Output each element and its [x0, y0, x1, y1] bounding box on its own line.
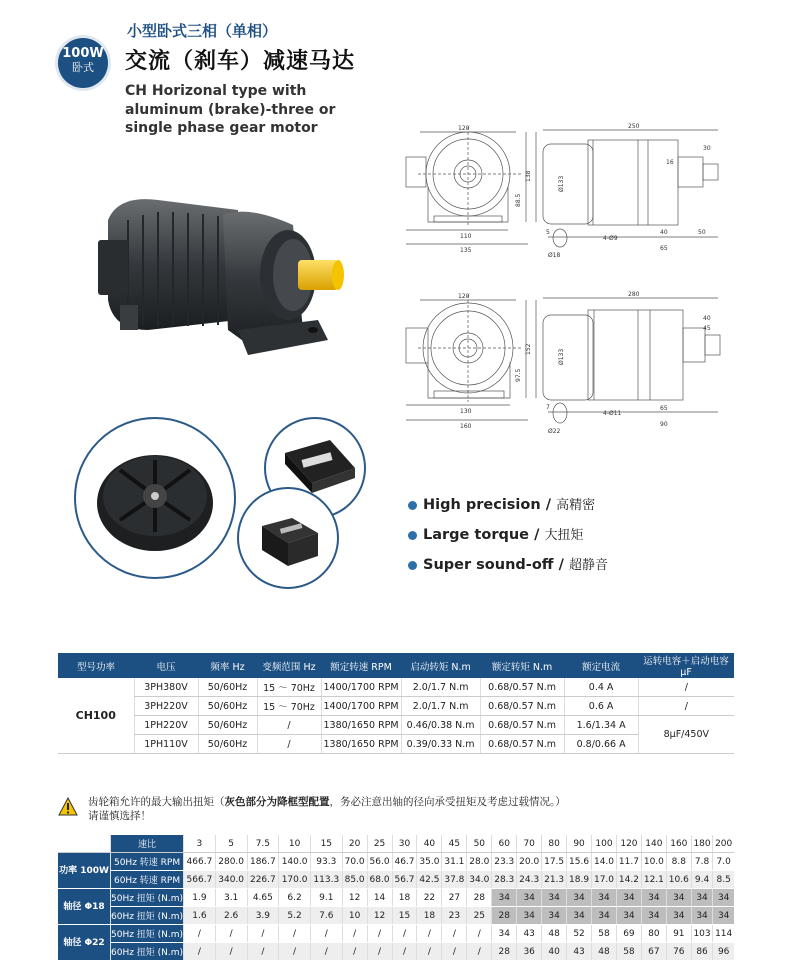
table-row: [58, 697, 734, 716]
value-cell: 48: [542, 925, 567, 943]
ratio-cell: 30: [392, 835, 417, 853]
cell: 0.68/0.57 N.m: [480, 678, 564, 697]
dim-label: 50: [698, 229, 706, 236]
value-cell: 58: [616, 943, 641, 961]
value-cell: 103: [691, 925, 713, 943]
dim-label: 90: [660, 421, 668, 428]
row-label: 60Hz 扭矩 (N.m): [111, 907, 184, 925]
value-cell: 17.0: [592, 871, 617, 889]
value-cell: /: [467, 925, 492, 943]
ratio-cell: 25: [367, 835, 392, 853]
value-cell: /: [367, 943, 392, 961]
value-cell: /: [310, 943, 342, 961]
ratio-cell: 80: [542, 835, 567, 853]
value-cell: 34: [691, 907, 713, 925]
ratio-cell: 7.5: [247, 835, 279, 853]
col-header: 变频范围 Hz: [257, 653, 321, 678]
value-cell: 93.3: [310, 853, 342, 871]
cell: /: [257, 716, 321, 735]
value-cell: 7.8: [691, 853, 713, 871]
value-cell: 56.7: [392, 871, 417, 889]
title-line1: 小型卧式三相（单相）: [127, 22, 278, 40]
value-cell: 34: [492, 889, 517, 907]
value-cell: 56.0: [367, 853, 392, 871]
ratio-cell: 3: [184, 835, 216, 853]
col-header: 电压: [134, 653, 198, 678]
feature-item: High precision / 高精密: [408, 494, 595, 513]
value-cell: 76: [666, 943, 691, 961]
badge-type: 卧式: [72, 61, 94, 74]
value-cell: 70.0: [342, 853, 367, 871]
note-bold: 灰色部分为降框型配置: [224, 796, 330, 808]
dim-label: Ø133: [558, 348, 565, 365]
value-cell: 34: [567, 889, 592, 907]
value-cell: 114: [713, 925, 734, 943]
value-cell: /: [442, 925, 467, 943]
cell: /: [638, 697, 734, 716]
value-cell: 91: [666, 925, 691, 943]
col-header: 启动转矩 N.m: [401, 653, 480, 678]
value-cell: 140.0: [279, 853, 311, 871]
cell: 0.39/0.33 N.m: [401, 735, 480, 754]
value-cell: 80: [641, 925, 666, 943]
ratio-cell: 180: [691, 835, 713, 853]
row-label: 60Hz 转速 RPM: [111, 871, 184, 889]
table-row: [58, 716, 734, 735]
dim-label: 120: [458, 125, 470, 132]
page-title: 交流（刹车）减速马达: [125, 49, 356, 74]
value-cell: 28: [492, 943, 517, 961]
model-cell: CH100: [58, 678, 134, 754]
value-cell: /: [215, 943, 247, 961]
value-cell: /: [417, 943, 442, 961]
accessory-images: [60, 408, 380, 598]
dim-label: 65: [660, 245, 668, 252]
col-header: 运转电容＋启动电容 μF: [638, 653, 734, 678]
value-cell: /: [392, 925, 417, 943]
power-badge: [58, 38, 108, 88]
row-label: 60Hz 扭矩 (N.m): [111, 943, 184, 961]
value-cell: /: [184, 943, 216, 961]
bullet-icon: [408, 561, 417, 570]
cell: 15 ～ 70Hz: [257, 678, 321, 697]
value-cell: 68.0: [367, 871, 392, 889]
value-cell: 34: [517, 907, 542, 925]
subtitle-en: CH Horizonal type with aluminum (brake)-three or single phase gear motor: [125, 83, 336, 136]
value-cell: 17.5: [542, 853, 567, 871]
cell: 1400/1700 RPM: [321, 697, 401, 716]
ratio-cell: 100: [592, 835, 617, 853]
value-cell: 226.7: [247, 871, 279, 889]
table-row: [58, 678, 734, 697]
group-label: 轴径 Φ22: [58, 925, 111, 961]
value-cell: /: [392, 943, 417, 961]
value-cell: 34.0: [467, 871, 492, 889]
cell: 0.46/0.38 N.m: [401, 716, 480, 735]
gear-row: [58, 853, 734, 871]
value-cell: 20.0: [517, 853, 542, 871]
ratio-cell: 120: [616, 835, 641, 853]
ratio-cell: 60: [492, 835, 517, 853]
value-cell: /: [342, 943, 367, 961]
gear-row: [58, 943, 734, 961]
note-text: 齿轮箱允许的最大输出扭矩（: [88, 796, 225, 808]
value-cell: 10: [342, 907, 367, 925]
torque-note: [88, 795, 566, 823]
dim-label: 88.5: [515, 193, 522, 207]
value-cell: /: [184, 925, 216, 943]
value-cell: 11.7: [616, 853, 641, 871]
value-cell: 12.1: [641, 871, 666, 889]
feature-item: Large torque / 大扭矩: [408, 524, 583, 543]
dim-label: 7: [546, 404, 550, 411]
dim-label: 97.5: [515, 368, 522, 382]
value-cell: 18: [392, 889, 417, 907]
value-cell: 1.9: [184, 889, 216, 907]
value-cell: /: [442, 943, 467, 961]
feature-en: Super sound-off: [423, 557, 554, 573]
dimension-drawing-1: [398, 122, 738, 267]
value-cell: 14.2: [616, 871, 641, 889]
cell: 3PH220V: [134, 697, 198, 716]
value-cell: 170.0: [279, 871, 311, 889]
badge-power: 100W: [62, 46, 104, 61]
value-cell: 36: [517, 943, 542, 961]
value-cell: 9.1: [310, 889, 342, 907]
cell: 50/60Hz: [198, 716, 257, 735]
ratio-cell: 10: [279, 835, 311, 853]
dim-label: 65: [660, 405, 668, 412]
dim-label: 138: [525, 170, 532, 182]
dim-label: 135: [460, 247, 472, 254]
feature-en: High precision: [423, 497, 541, 513]
cell: 0.68/0.57 N.m: [480, 716, 564, 735]
note-text: 请谨慎选择！: [88, 810, 151, 822]
value-cell: 27: [442, 889, 467, 907]
spec-table: [58, 653, 734, 754]
dim-label: 4-Ø9: [603, 235, 618, 242]
value-cell: 9.4: [691, 871, 713, 889]
value-cell: 34: [666, 907, 691, 925]
value-cell: 34: [713, 907, 734, 925]
cell: 1.6/1.34 A: [564, 716, 638, 735]
ratio-label: 速比: [111, 835, 184, 853]
value-cell: 40: [542, 943, 567, 961]
row-label: 50Hz 扭矩 (N.m): [111, 925, 184, 943]
value-cell: 34: [492, 925, 517, 943]
value-cell: 28.3: [492, 871, 517, 889]
group-label: 轴径 Φ18: [58, 889, 111, 925]
value-cell: /: [417, 925, 442, 943]
ratio-cell: 140: [641, 835, 666, 853]
value-cell: /: [279, 943, 311, 961]
value-cell: 6.2: [279, 889, 311, 907]
value-cell: 28: [492, 907, 517, 925]
value-cell: 34: [713, 889, 734, 907]
dim-label: Ø18: [548, 252, 561, 259]
value-cell: 466.7: [184, 853, 216, 871]
cell: 50/60Hz: [198, 678, 257, 697]
ratio-cell: 45: [442, 835, 467, 853]
value-cell: 7.6: [310, 907, 342, 925]
dim-label: Ø133: [558, 175, 565, 192]
value-cell: 566.7: [184, 871, 216, 889]
row-label: 50Hz 转速 RPM: [111, 853, 184, 871]
value-cell: /: [367, 925, 392, 943]
value-cell: 340.0: [215, 871, 247, 889]
value-cell: 37.8: [442, 871, 467, 889]
value-cell: 24.3: [517, 871, 542, 889]
value-cell: 18: [417, 907, 442, 925]
ratio-cell: 50: [467, 835, 492, 853]
cell: 0.8/0.66 A: [564, 735, 638, 754]
col-header: 频率 Hz: [198, 653, 257, 678]
dim-label: 5: [546, 229, 550, 236]
value-cell: 15.6: [567, 853, 592, 871]
value-cell: 43: [517, 925, 542, 943]
value-cell: 3.1: [215, 889, 247, 907]
value-cell: /: [342, 925, 367, 943]
dim-label: 130: [460, 408, 472, 415]
cell: 0.6 A: [564, 697, 638, 716]
cell: 1380/1650 RPM: [321, 716, 401, 735]
cell: 2.0/1.7 N.m: [401, 678, 480, 697]
motor-image: [88, 180, 378, 380]
value-cell: 28: [467, 889, 492, 907]
dim-label: 280: [628, 291, 640, 298]
cell: 15 ～ 70Hz: [257, 697, 321, 716]
value-cell: 280.0: [215, 853, 247, 871]
cell: 0.68/0.57 N.m: [480, 697, 564, 716]
dim-label: 152: [525, 343, 532, 355]
cell: 0.68/0.57 N.m: [480, 735, 564, 754]
value-cell: 22: [417, 889, 442, 907]
value-cell: /: [247, 925, 279, 943]
cell: 1380/1650 RPM: [321, 735, 401, 754]
cell: 1PH220V: [134, 716, 198, 735]
value-cell: 28.0: [467, 853, 492, 871]
value-cell: 4.65: [247, 889, 279, 907]
col-header: 额定转速 RPM: [321, 653, 401, 678]
value-cell: 67: [641, 943, 666, 961]
value-cell: 34: [616, 889, 641, 907]
value-cell: 31.1: [442, 853, 467, 871]
value-cell: /: [279, 925, 311, 943]
value-cell: 113.3: [310, 871, 342, 889]
value-cell: 1.6: [184, 907, 216, 925]
value-cell: 21.3: [542, 871, 567, 889]
value-cell: 34: [592, 907, 617, 925]
dim-label: 16: [666, 159, 674, 166]
gear-row: [58, 907, 734, 925]
group-label: 功率 100W: [58, 853, 111, 889]
feature-en: Large torque: [423, 527, 530, 543]
dim-label: 120: [458, 293, 470, 300]
value-cell: 2.6: [215, 907, 247, 925]
ratio-cell: 70: [517, 835, 542, 853]
value-cell: 35.0: [417, 853, 442, 871]
dimension-drawing-2: [398, 290, 738, 440]
dim-label: 4-Ø11: [603, 410, 622, 417]
value-cell: 18.9: [567, 871, 592, 889]
dim-label: 40: [660, 229, 668, 236]
value-cell: 8.8: [666, 853, 691, 871]
corner-cell: [58, 835, 111, 853]
cell: 50/60Hz: [198, 697, 257, 716]
dim-label: 45: [703, 325, 711, 332]
feature-item: Super sound-off / 超静音: [408, 554, 608, 573]
value-cell: 46.7: [392, 853, 417, 871]
table-row: [58, 735, 734, 754]
value-cell: 186.7: [247, 853, 279, 871]
value-cell: 3.9: [247, 907, 279, 925]
value-cell: 12: [367, 907, 392, 925]
value-cell: 34: [641, 889, 666, 907]
bullet-icon: [408, 531, 417, 540]
value-cell: 34: [616, 907, 641, 925]
feature-cn: 超静音: [568, 558, 608, 573]
value-cell: 48: [592, 943, 617, 961]
bullet-icon: [408, 501, 417, 510]
value-cell: 34: [542, 889, 567, 907]
value-cell: 7.0: [713, 853, 734, 871]
value-cell: 42.5: [417, 871, 442, 889]
dim-label: Ø22: [548, 428, 561, 435]
note-text: ，务必注意出轴的径向承受扭矩及考虑过载情况。）: [329, 796, 566, 808]
value-cell: /: [467, 943, 492, 961]
dim-label: 30: [703, 145, 711, 152]
ratio-cell: 5: [215, 835, 247, 853]
cell: 0.4 A: [564, 678, 638, 697]
value-cell: 34: [567, 907, 592, 925]
value-cell: 34: [691, 889, 713, 907]
value-cell: 34: [542, 907, 567, 925]
dim-label: 250: [628, 123, 640, 130]
dim-label: 160: [460, 423, 472, 430]
cell: /: [257, 735, 321, 754]
gear-ratio-table: [58, 835, 734, 961]
spec-header-row: [58, 653, 734, 678]
feature-cn: 大扭矩: [544, 528, 584, 543]
ratio-cell: 200: [713, 835, 734, 853]
value-cell: 8.5: [713, 871, 734, 889]
col-header: 型号功率: [58, 653, 134, 678]
value-cell: 69: [616, 925, 641, 943]
gear-row: [58, 871, 734, 889]
value-cell: 10.6: [666, 871, 691, 889]
gear-row: [58, 889, 734, 907]
value-cell: 23: [442, 907, 467, 925]
value-cell: 34: [517, 889, 542, 907]
value-cell: 34: [592, 889, 617, 907]
value-cell: 23.3: [492, 853, 517, 871]
col-header: 额定电流: [564, 653, 638, 678]
value-cell: 96: [713, 943, 734, 961]
value-cell: 58: [592, 925, 617, 943]
ratio-cell: 160: [666, 835, 691, 853]
value-cell: 34: [641, 907, 666, 925]
cell: 1PH110V: [134, 735, 198, 754]
cell: 8μF/450V: [638, 716, 734, 754]
value-cell: 10.0: [641, 853, 666, 871]
warning-icon: [58, 797, 78, 817]
value-cell: 34: [666, 889, 691, 907]
value-cell: 43: [567, 943, 592, 961]
ratio-row: [58, 835, 734, 853]
value-cell: 14.0: [592, 853, 617, 871]
value-cell: 15: [392, 907, 417, 925]
value-cell: /: [215, 925, 247, 943]
value-cell: 86: [691, 943, 713, 961]
value-cell: 25: [467, 907, 492, 925]
gear-row: [58, 925, 734, 943]
cell: /: [638, 678, 734, 697]
cell: 3PH380V: [134, 678, 198, 697]
value-cell: 52: [567, 925, 592, 943]
value-cell: 85.0: [342, 871, 367, 889]
dim-label: 40: [703, 315, 711, 322]
ratio-cell: 15: [310, 835, 342, 853]
cell: 2.0/1.7 N.m: [401, 697, 480, 716]
feature-cn: 高精密: [556, 498, 596, 513]
ratio-cell: 40: [417, 835, 442, 853]
col-header: 额定转矩 N.m: [480, 653, 564, 678]
dim-label: 110: [460, 233, 472, 240]
value-cell: 5.2: [279, 907, 311, 925]
ratio-cell: 20: [342, 835, 367, 853]
row-label: 50Hz 扭矩 (N.m): [111, 889, 184, 907]
cell: 1400/1700 RPM: [321, 678, 401, 697]
value-cell: /: [247, 943, 279, 961]
ratio-cell: 90: [567, 835, 592, 853]
value-cell: 12: [342, 889, 367, 907]
value-cell: 14: [367, 889, 392, 907]
cell: 50/60Hz: [198, 735, 257, 754]
value-cell: /: [310, 925, 342, 943]
